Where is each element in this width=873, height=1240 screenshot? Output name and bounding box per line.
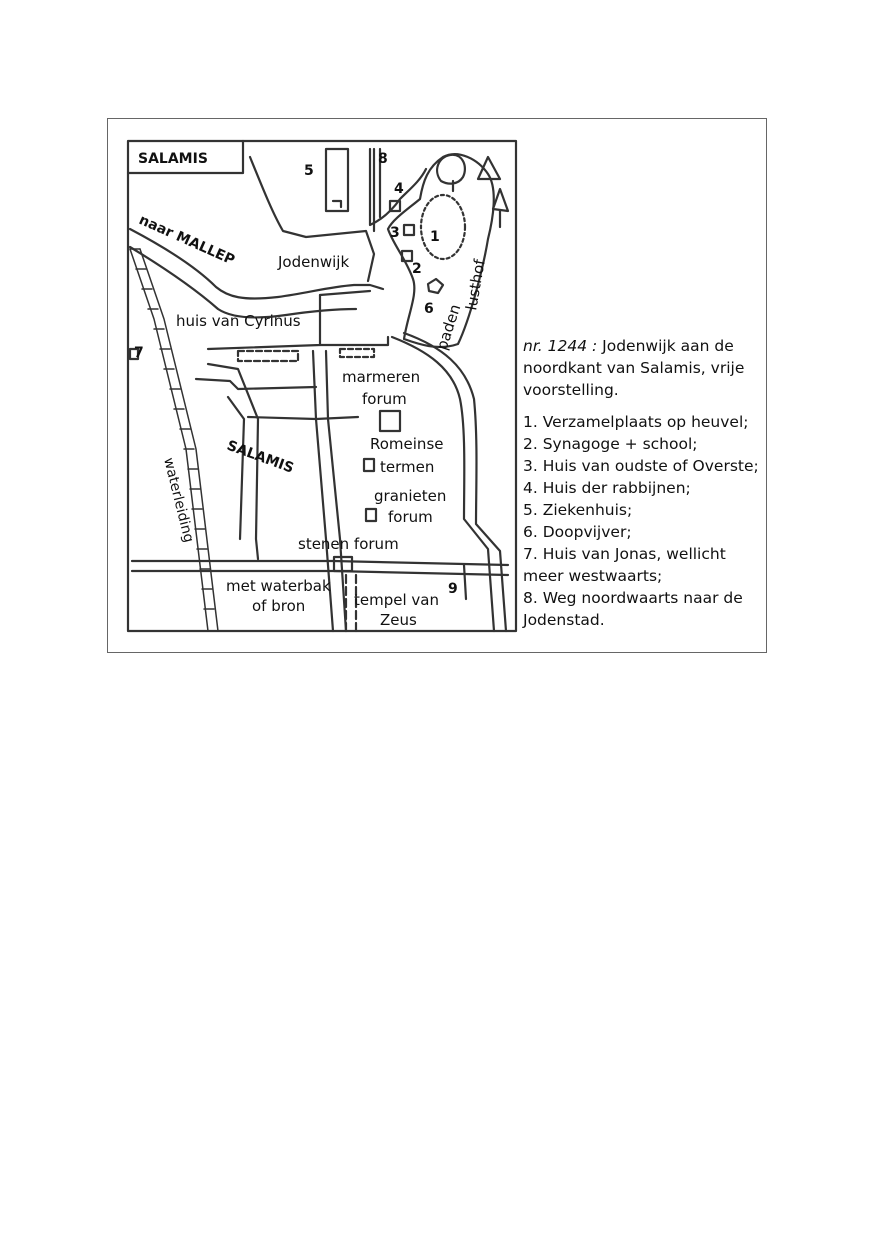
label-granieten: granieten bbox=[374, 487, 447, 505]
number-5: 5 bbox=[304, 163, 314, 179]
map-caption bbox=[523, 335, 768, 631]
tree-icon bbox=[437, 155, 465, 191]
label-waterleiding: waterleiding bbox=[160, 456, 197, 545]
romeinse-termen bbox=[364, 459, 374, 471]
legend-item: 4. Huis der rabbijnen; bbox=[523, 479, 691, 497]
label-zeus: Zeus bbox=[380, 611, 417, 629]
number-7: 7 bbox=[134, 345, 144, 361]
label-forum2: forum bbox=[388, 508, 433, 526]
label-huis-cyrinus: huis van Cyrinus bbox=[176, 312, 301, 330]
legend-list bbox=[523, 411, 768, 631]
label-jodenwijk: Jodenwijk bbox=[278, 253, 350, 271]
building-3 bbox=[404, 225, 414, 235]
figure-frame bbox=[107, 118, 767, 653]
legend-item: 5. Ziekenhuis; bbox=[523, 501, 633, 519]
number-8: 8 bbox=[378, 151, 388, 167]
label-lusthof: lusthof bbox=[462, 258, 489, 312]
legend-item: 8. Weg noordwaarts naar de Jodenstad. bbox=[523, 589, 743, 629]
label-tempel-van: tempel van bbox=[354, 591, 439, 609]
doopvijver-6 bbox=[428, 279, 443, 293]
number-3: 3 bbox=[390, 225, 400, 241]
map-border bbox=[128, 141, 516, 631]
number-9: 9 bbox=[448, 581, 458, 597]
label-naar-mallep: naar MALLEP bbox=[136, 212, 238, 269]
caption-heading bbox=[523, 335, 768, 401]
number-1: 1 bbox=[430, 229, 440, 245]
legend-item: 7. Huis van Jonas, wellicht meer westwaarts; bbox=[523, 545, 726, 585]
label-termen: termen bbox=[380, 458, 435, 476]
label-forum1: forum bbox=[362, 390, 407, 408]
legend-item: 3. Huis van oudste of Overste; bbox=[523, 457, 759, 475]
legend-item: 6. Doopvijver; bbox=[523, 523, 632, 541]
caption-number: nr. 1244 : bbox=[523, 337, 598, 355]
label-paden: paden bbox=[432, 301, 465, 353]
label-of-bron: of bron bbox=[252, 597, 306, 615]
caption-title: Jodenwijk aan de noordkant van Salamis, vrije voorstelling. bbox=[523, 337, 745, 399]
street-ew bbox=[196, 379, 316, 389]
legend-item: 1. Verzamelplaats op heuvel; bbox=[523, 413, 749, 431]
label-stenen-forum: stenen forum bbox=[298, 535, 399, 553]
number-4: 4 bbox=[394, 181, 404, 197]
marmeren-forum bbox=[380, 411, 400, 431]
label-marmeren: marmeren bbox=[342, 368, 421, 386]
waterleiding bbox=[130, 249, 208, 631]
legend-item: 2. Synagoge + school; bbox=[523, 435, 698, 453]
label-salamis-top: SALAMIS bbox=[138, 151, 208, 167]
number-2: 2 bbox=[412, 261, 422, 277]
label-met-waterbak: met waterbak bbox=[226, 577, 331, 595]
label-romeinse: Romeinse bbox=[370, 435, 444, 453]
building-row bbox=[238, 351, 298, 361]
granieten-forum bbox=[366, 509, 376, 521]
label-salamis-center: SALAMIS bbox=[224, 437, 296, 477]
road-south bbox=[132, 561, 508, 565]
number-6: 6 bbox=[424, 301, 434, 317]
